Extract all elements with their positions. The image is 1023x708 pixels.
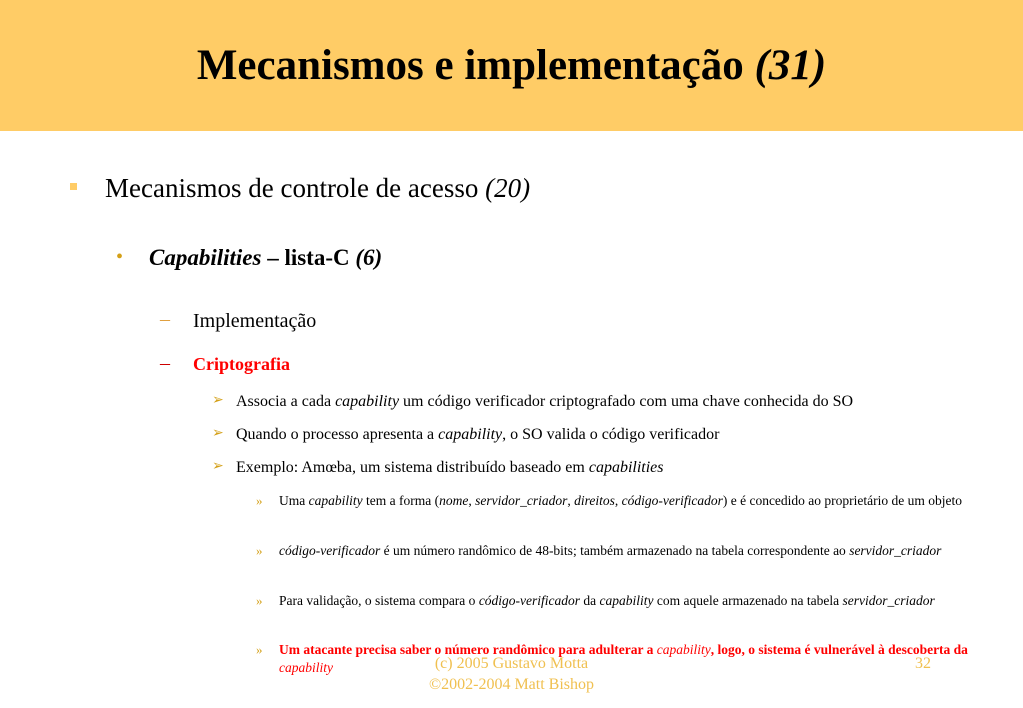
raquo-bullet: » <box>256 593 263 608</box>
level4-item: Associa a cada capability um código verificador criptografado com uma chave conhecida do SO <box>236 393 854 410</box>
level2-item: Capabilities – lista-C (6) <box>149 245 383 270</box>
footer-copyright-2: ©2002-2004 Matt Bishop <box>428 676 595 693</box>
raquo-bullet: » <box>256 543 263 558</box>
footer-copyright-1: (c) 2005 Gustavo Motta <box>434 655 589 672</box>
dash-bullet: – <box>160 308 170 330</box>
dash-bullet: – <box>160 352 170 374</box>
raquo-bullet: » <box>256 493 263 508</box>
level1-item: Mecanismos de controle de acesso (20) <box>105 173 531 203</box>
level5-item: Uma capability tem a forma (nome, servidor_criador, direitos, código-verificador) e é concedido ao proprietário de um objeto <box>279 493 963 508</box>
arrow-bullet: ➢ <box>212 426 224 441</box>
level4-item: Exemplo: Amœba, um sistema distribuído baseado em capabilities <box>236 459 664 476</box>
level4-item: Quando o processo apresenta a capability, o SO valida o código verificador <box>236 426 720 443</box>
level3-item-implementacao: Implementação <box>193 310 317 332</box>
level5-item: código-verificador é um número randômico de 48-bits; também armazenado na tabela correspondente ao servidor_criador <box>279 543 942 558</box>
page-number: 32 <box>915 655 931 672</box>
slide-title: Mecanismos e implementação (31) <box>196 42 827 89</box>
square-bullet <box>70 183 77 190</box>
arrow-bullet: ➢ <box>212 459 224 474</box>
level5-item-highlight: Um atacante precisa saber o número randômico para adulterar a capability, logo, o sistema é vulnerável à descoberta da capability <box>279 642 968 675</box>
dot-bullet: • <box>116 246 124 268</box>
level5-item: Para validação, o sistema compara o código-verificador da capability com aquele armazenado na tabela servidor_criador <box>279 593 935 608</box>
raquo-bullet: » <box>256 642 263 657</box>
arrow-bullet: ➢ <box>212 393 224 408</box>
level3-item-criptografia: Criptografia <box>193 354 290 374</box>
